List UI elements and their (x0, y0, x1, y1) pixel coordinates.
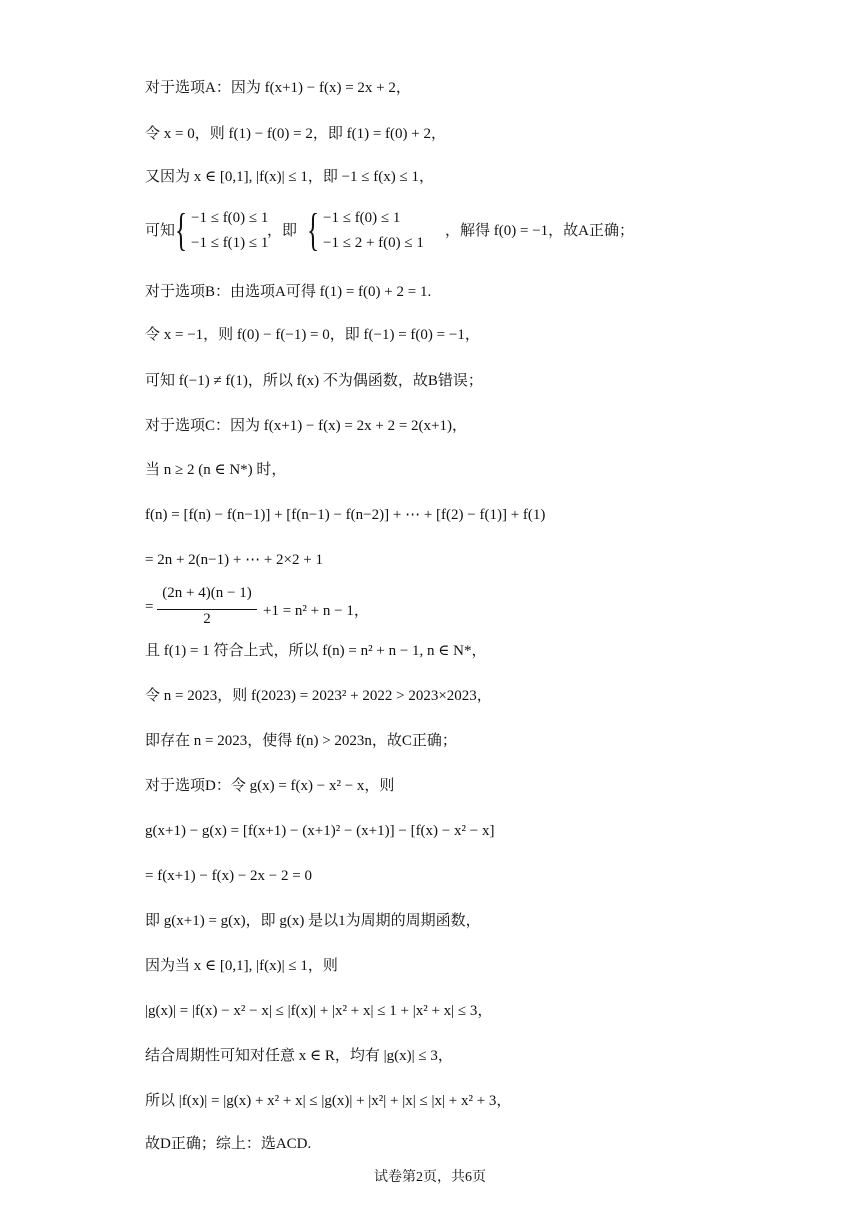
fraction-bar (157, 609, 257, 610)
left-brace-2: { (307, 204, 320, 255)
line-let-n2023: 令 n = 2023，则 f(2023) = 2023² + 2022 > 2023×2023， (145, 688, 492, 704)
line-not-even: 可知 f(−1) ≠ f(1)，所以 f(x) 不为偶函数，故B错误； (145, 373, 483, 389)
line-g-diff-result: = f(x+1) − f(x) − 2x − 2 = 0 (145, 868, 312, 884)
line-g-bound: |g(x)| = |f(x) − x² − x| ≤ |f(x)| + |x² + x| ≤ 1 + |x² + x| ≤ 3， (145, 1003, 493, 1019)
fraction-line (145, 585, 465, 635)
line-exists-n: 即存在 n = 2023，使得 f(n) > 2023n，故C正确； (145, 733, 457, 749)
system-mid: ，即 (267, 223, 298, 239)
system1-row2: −1 ≤ f(1) ≤ 1 (191, 235, 269, 251)
line-when-n: 当 n ≥ 2 (n ∈ N*) 时， (145, 462, 287, 478)
line-option-a: 对于选项A：因为 f(x+1) − f(x) = 2x + 2， (145, 80, 411, 96)
system-tail: ，解得 f(0) = −1，故A正确； (445, 223, 634, 239)
line-periodic: 即 g(x+1) = g(x)，即 g(x) 是以1为周期的周期函数， (145, 913, 481, 929)
line-sum: = 2n + 2(n−1) + ⋯ + 2×2 + 1 (145, 552, 323, 568)
left-brace-1: { (175, 204, 188, 255)
system-label: 可知 (145, 223, 176, 239)
line-g-diff: g(x+1) − g(x) = [f(x+1) − (x+1)² − (x+1)] − [f(x) − x² − x] (145, 823, 495, 839)
line-let-x0: 令 x = 0，则 f(1) − f(0) = 2，即 f(1) = f(0) + 2， (145, 126, 446, 142)
line-option-b: 对于选项B：由选项A可得 f(1) = f(0) + 2 = 1. (145, 284, 432, 300)
line-f-bound: 所以 |f(x)| = |g(x) + x² + x| ≤ |g(x)| + |x²| + |x| ≤ |x| + x² + 3， (145, 1093, 512, 1109)
line-option-c: 对于选项C：因为 f(x+1) − f(x) = 2x + 2 = 2(x+1)， (145, 418, 467, 434)
fraction-rest: +1 = n² + n − 1， (263, 603, 369, 619)
system1-row1: −1 ≤ f(0) ≤ 1 (191, 210, 269, 226)
line-let-xneg1: 令 x = −1，则 f(0) − f(−1) = 0，即 f(−1) = f(0) = −1， (145, 327, 480, 343)
system2-row2: −1 ≤ 2 + f(0) ≤ 1 (323, 235, 424, 251)
line-telescoping: f(n) = [f(n) − f(n−1)] + [f(n−1) − f(n−2)] + ⋯ + [f(2) − f(1)] + f(1) (145, 507, 546, 523)
fraction-numerator: (2n + 4)(n − 1) (162, 585, 252, 601)
line-conclusion: 故D正确；综上：选ACD. (145, 1136, 312, 1152)
line-option-d: 对于选项D：令 g(x) = f(x) − x² − x，则 (145, 778, 395, 794)
line-periodicity-bound: 结合周期性可知对任意 x ∈ R，均有 |g(x)| ≤ 3， (145, 1048, 453, 1064)
fraction-equals: = (145, 599, 154, 615)
line-range: 又因为 x ∈ [0,1], |f(x)| ≤ 1，即 −1 ≤ f(x) ≤ 1， (145, 169, 434, 185)
fraction-denominator: 2 (203, 611, 211, 627)
line-check-f1: 且 f(1) = 1 符合上式，所以 f(n) = n² + n − 1, n ∈ N*， (145, 643, 487, 659)
page-footer: 试卷第2页，共6页 (374, 1170, 486, 1185)
line-when-x: 因为当 x ∈ [0,1], |f(x)| ≤ 1，则 (145, 958, 338, 974)
system2-row1: −1 ≤ f(0) ≤ 1 (323, 210, 401, 226)
